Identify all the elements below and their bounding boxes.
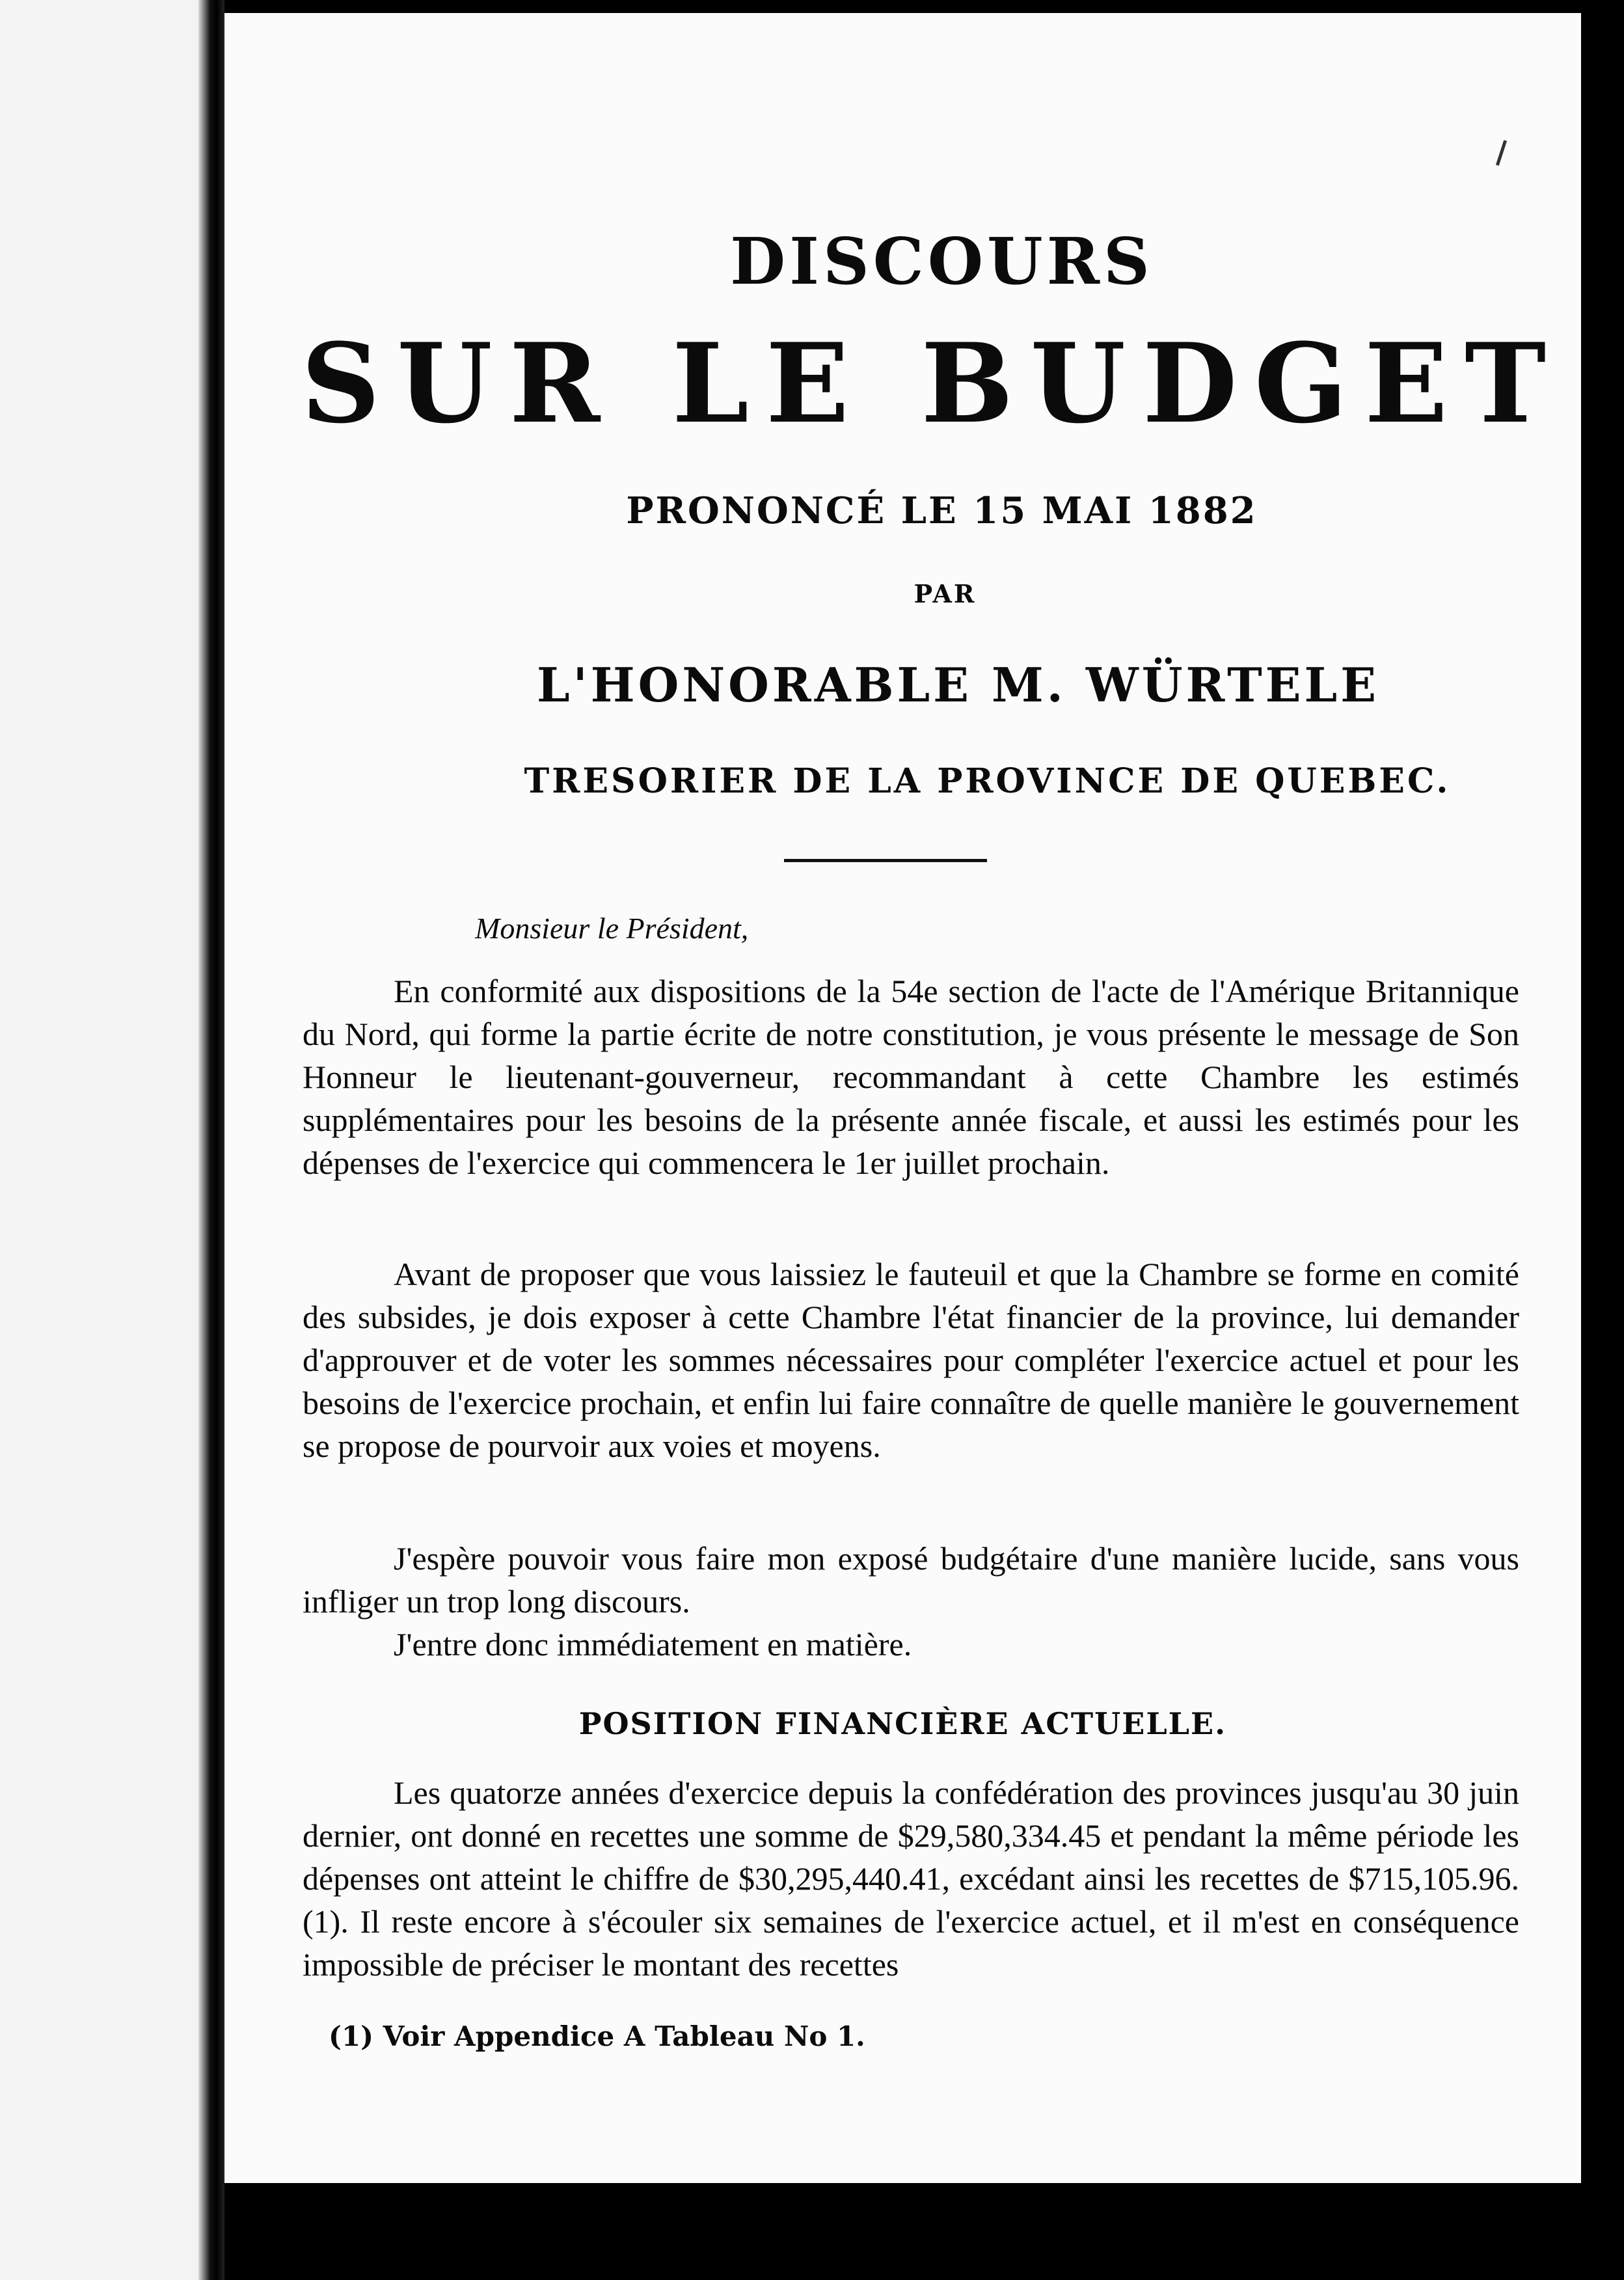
heading-par: PAR (914, 579, 977, 608)
section-heading: POSITION FINANCIÈRE ACTUELLE. (578, 1706, 1227, 1741)
paragraph-text: Avant de proposer que vous laissiez le fauteuil et que la Chambre se forme en comité des subsides, je dois exposer à cette Chambre l'état financier de la province, lui demander d'approuver et de voter les sommes nécessaires pour compléter l'exercice actuel et pour les besoins de l'exercice prochain, et enfin lui faire connaître de quelle manière le gouvernement se propose de pourvoir aux voies et moyens. (303, 1256, 1519, 1464)
heading-date: PRONONCÉ LE 15 MAI 1882 (626, 489, 1258, 532)
paragraph-text: J'entre donc immédiatement en matière. (394, 1626, 912, 1663)
scan-bottom-edge (224, 2183, 1624, 2280)
footnote: (1) Voir Appendice A Tableau No 1. (329, 2020, 865, 2052)
heading-author-title: TRESORIER DE LA PROVINCE DE QUEBEC. (524, 761, 1451, 801)
paragraph-5 (303, 1771, 1519, 1986)
facing-page-edge (0, 0, 218, 2280)
paragraph-4 (303, 1623, 1519, 1666)
salutation: Monsieur le Président, (475, 912, 749, 945)
document-page (224, 13, 1581, 2183)
heading-author: L'HONORABLE M. WÜRTELE (536, 657, 1380, 712)
binding-shadow (198, 0, 224, 2280)
paragraph-text: J'espère pouvoir vous faire mon exposé budgétaire d'une manière lucide, sans vous infliger un trop long discours. (303, 1540, 1519, 1620)
heading-budget: SUR LE BUDGET (301, 319, 1563, 448)
paragraph-1 (303, 970, 1519, 1184)
heading-discours: DISCOURS (730, 224, 1154, 299)
paragraph-2 (303, 1253, 1519, 1467)
paragraph-text: Les quatorze années d'exercice depuis la confédération des provinces jusqu'au 30 juin dernier, ont donné en recettes une somme de $29,580,334.45 et pendant la même période les dépenses ont atteint le chiffre de $30,295,440.41, excédant ainsi les recettes de $715,105.96. (1). Il reste encore à s'écouler six semaines de l'exercice actuel, et il m'est en conséquence impossible de préciser le montant des recettes (303, 1774, 1519, 1983)
paragraph-3 (303, 1537, 1519, 1623)
paragraph-text: En conformité aux dispositions de la 54e section de l'acte de l'Amérique Britannique du Nord, qui forme la partie écrite de notre constitution, je vous présente le message de Son Honneur le lieutenant-gouverneur, recommandant à cette Chambre les estimés supplémentaires pour les besoins de la présente année fiscale, et aussi les estimés pour les dépenses de l'exercice qui commencera le 1er juillet prochain. (303, 973, 1519, 1181)
scan-speck (1496, 140, 1507, 166)
divider-rule (784, 859, 987, 862)
